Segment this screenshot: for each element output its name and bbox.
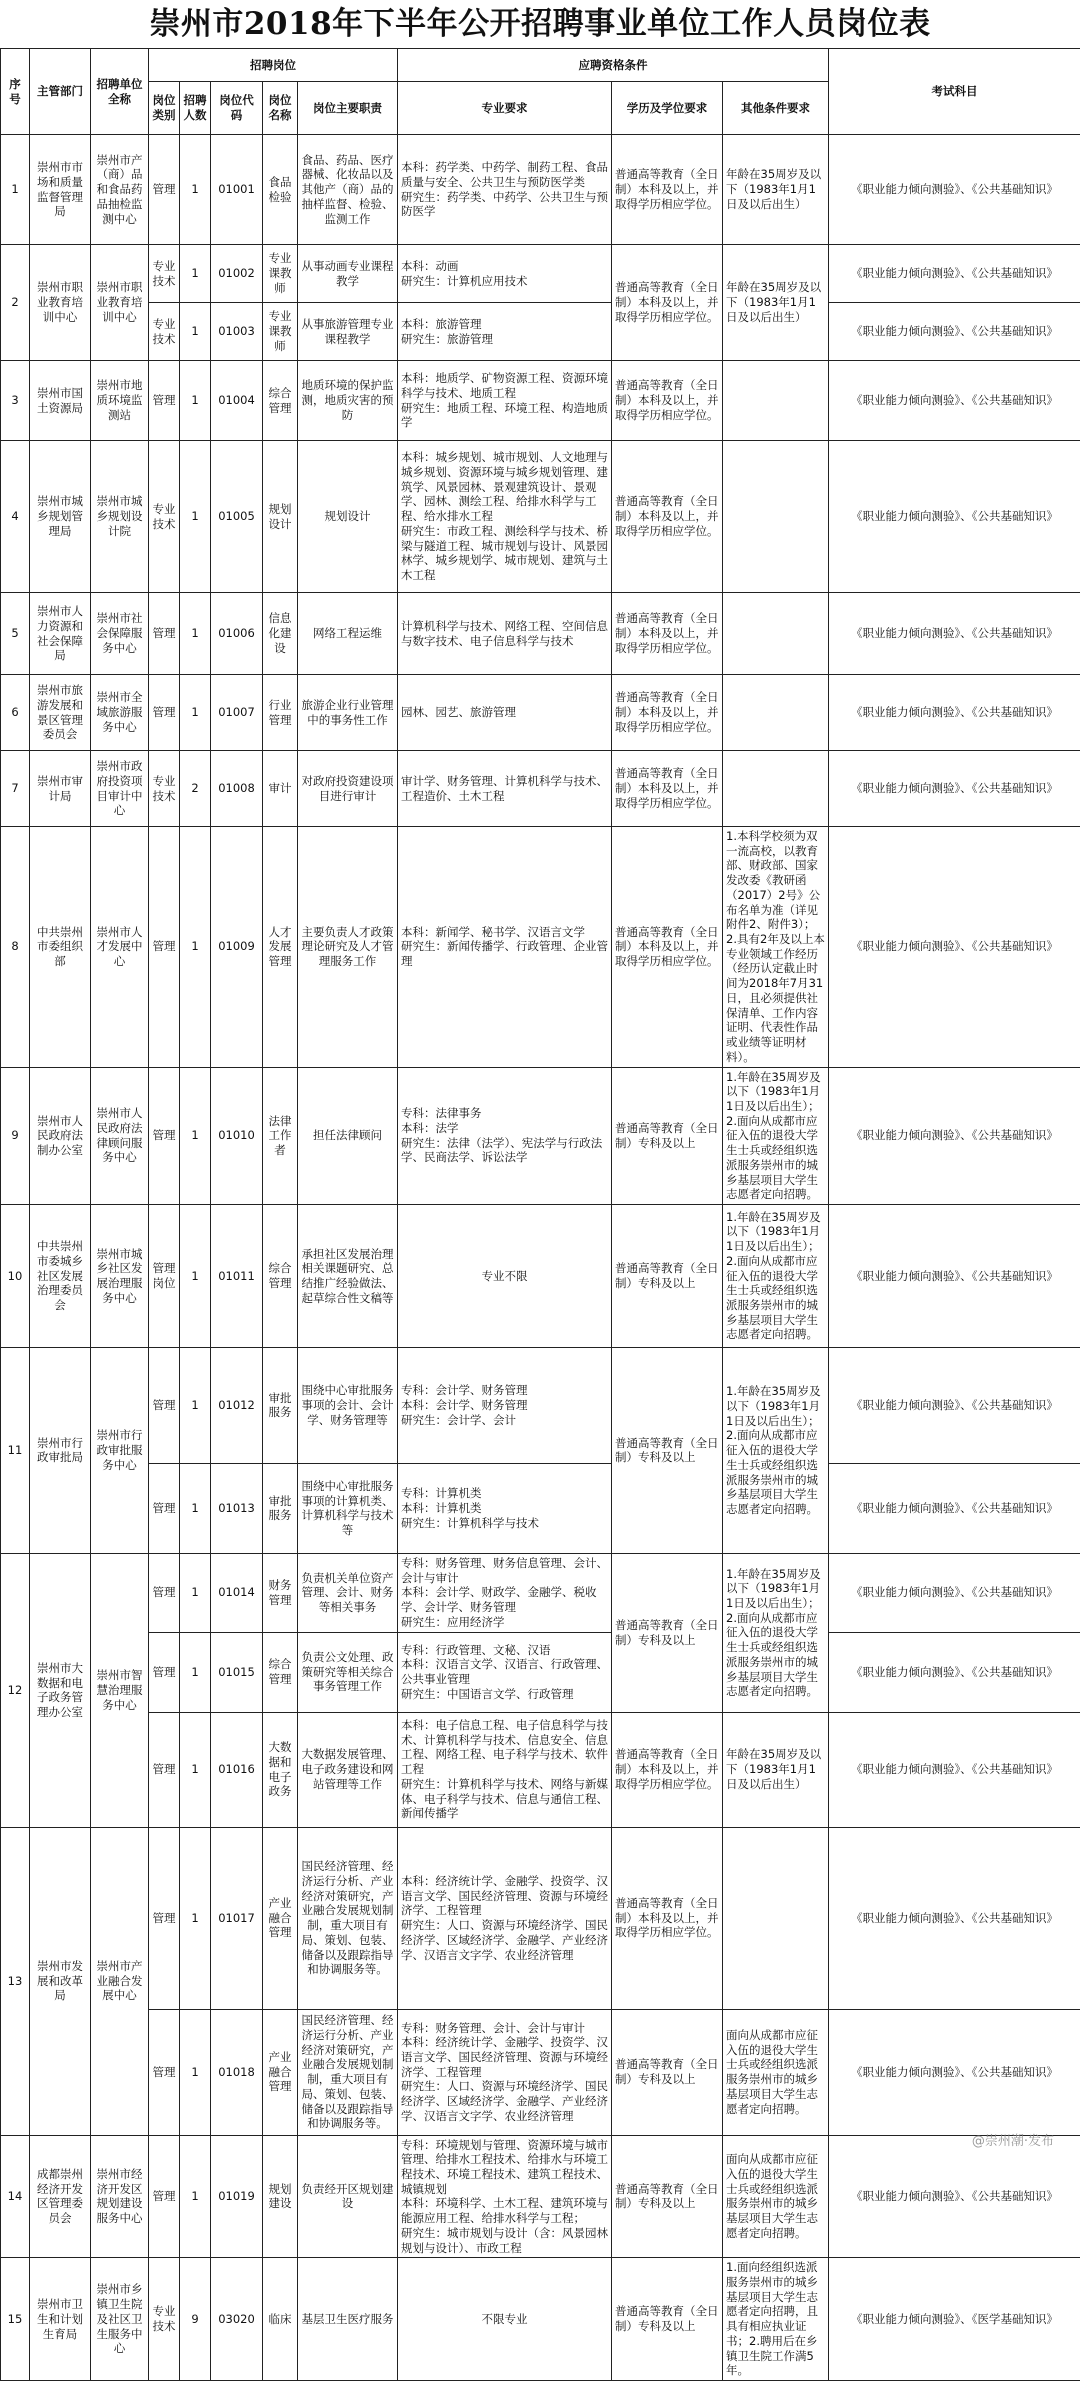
exam-cell: 《职业能力倾向测验》、《医学基础知识》 (829, 2258, 1080, 2381)
major-cell: 专科：财务管理、财务信息管理、会计、会计与审计 本科：会计学、财政学、金融学、税收学、会计学、财务管理 研究生：应用经济学 (398, 1553, 612, 1632)
edu-cell: 普通高等教育（全日制）本科及以上，并取得学历相应学位。 (612, 593, 723, 675)
count-cell: 1 (180, 2135, 211, 2258)
major-cell: 本科：地质学、矿物资源工程、资源环境科学与技术、地质工程 研究生：地质工程、环境工程、构造地质学 (398, 361, 612, 441)
unit-cell: 崇州市人民政府法律顾问服务中心 (91, 1067, 149, 1204)
edu-cell: 普通高等教育（全日制）专科及以上 (612, 1204, 723, 1347)
header-unit: 招聘单位全称 (91, 49, 149, 135)
category-cell: 专业技术 (149, 303, 180, 361)
code-cell: 01007 (211, 675, 263, 751)
exam-cell: 《职业能力倾向测验》、《公共基础知识》 (829, 1204, 1080, 1347)
exam-cell: 《职业能力倾向测验》、《公共基础知识》 (829, 1067, 1080, 1204)
seq-cell: 1 (1, 135, 30, 245)
edu-cell: 普通高等教育（全日制）专科及以上 (612, 2009, 723, 2135)
post-name-cell: 信息化建设 (263, 593, 298, 675)
other-cell: 1.年龄在35周岁及以下（1983年1月1日及以后出生）；2.面向从成都市应征入伍的退役大学生士兵或经组织选派服务崇州市的城乡基层项目大学生志愿者定向招聘。 (723, 1204, 829, 1347)
header-count: 招聘人数 (180, 82, 211, 135)
dept-cell: 崇州市旅游发展和景区管理委员会 (30, 675, 91, 751)
unit-cell: 崇州市乡镇卫生院及社区卫生服务中心 (91, 2258, 149, 2381)
duty-cell: 食品、药品、医疗器械、化妆品以及其他产（商）品的抽样监督、检验、监测工作 (298, 135, 398, 245)
category-cell: 专业技术 (149, 441, 180, 593)
count-cell: 1 (180, 1632, 211, 1712)
count-cell: 1 (180, 2009, 211, 2135)
exam-cell: 《职业能力倾向测验》、《公共基础知识》 (829, 441, 1080, 593)
post-name-cell: 规划建设 (263, 2135, 298, 2258)
dept-cell: 中共崇州市委城乡社区发展治理委员会 (30, 1204, 91, 1347)
dept-cell: 崇州市审计局 (30, 751, 91, 827)
unit-cell: 崇州市社会保障服务中心 (91, 593, 149, 675)
duty-cell: 负责机关单位资产管理、会计、财务等相关事务 (298, 1553, 398, 1632)
other-cell: 年龄在35周岁及以下（1983年1月1日及以后出生） (723, 1712, 829, 1827)
table-row (1, 1347, 1080, 1463)
count-cell: 1 (180, 675, 211, 751)
header-seq: 序号 (1, 49, 30, 135)
other-cell: 1.年龄在35周岁及以下（1983年1月1日及以后出生）；2.面向从成都市应征入伍的退役大学生士兵或经组织选派服务崇州市的城乡基层项目大学生志愿者定向招聘。 (723, 1347, 829, 1553)
table-body (1, 135, 1080, 2381)
table-row (1, 361, 1080, 441)
major-cell: 本科：新闻学、秘书学、汉语言文学 研究生：新闻传播学、行政管理、企业管理 (398, 827, 612, 1068)
dept-cell: 崇州市人民政府法制办公室 (30, 1067, 91, 1204)
table-header (1, 49, 1080, 135)
post-name-cell: 产业融合管理 (263, 1827, 298, 2009)
edu-cell: 普通高等教育（全日制）本科及以上，并取得学历相应学位。 (612, 827, 723, 1068)
exam-cell: 《职业能力倾向测验》、《公共基础知识》 (829, 1463, 1080, 1553)
count-cell: 1 (180, 1463, 211, 1553)
category-cell: 管理 (149, 1067, 180, 1204)
code-cell: 01013 (211, 1463, 263, 1553)
exam-cell: 《职业能力倾向测验》、《公共基础知识》 (829, 2135, 1080, 2258)
category-cell: 管理 (149, 2009, 180, 2135)
code-cell: 01002 (211, 245, 263, 303)
category-cell: 管理 (149, 1632, 180, 1712)
table-row (1, 1827, 1080, 2009)
seq-cell: 6 (1, 675, 30, 751)
seq-cell: 10 (1, 1204, 30, 1347)
dept-cell: 崇州市行政审批局 (30, 1347, 91, 1553)
duty-cell: 基层卫生医疗服务 (298, 2258, 398, 2381)
count-cell: 1 (180, 1347, 211, 1463)
code-cell: 03020 (211, 2258, 263, 2381)
dept-cell: 崇州市城乡规划管理局 (30, 441, 91, 593)
major-cell: 专科：计算机类 本科：计算机类 研究生：计算机科学与技术 (398, 1463, 612, 1553)
table-row (1, 1712, 1080, 1827)
post-name-cell: 综合管理 (263, 1632, 298, 1712)
count-cell: 1 (180, 1553, 211, 1632)
header-major: 专业要求 (398, 82, 612, 135)
post-name-cell: 产业融合管理 (263, 2009, 298, 2135)
category-cell: 管理 (149, 1712, 180, 1827)
post-name-cell: 综合管理 (263, 361, 298, 441)
table-row (1, 593, 1080, 675)
post-name-cell: 综合管理 (263, 1204, 298, 1347)
code-cell: 01019 (211, 2135, 263, 2258)
edu-cell: 普通高等教育（全日制）专科及以上 (612, 1347, 723, 1553)
table-row (1, 245, 1080, 303)
post-name-cell: 临床 (263, 2258, 298, 2381)
exam-cell: 《职业能力倾向测验》、《公共基础知识》 (829, 827, 1080, 1068)
major-cell: 本科：经济统计学、金融学、投资学、汉语言文学、国民经济管理、资源与环境经济学、工程管理 研究生：人口、资源与环境经济学、国民经济学、区域经济学、金融学、产业经济学、汉语言文字学、农业经济管理 (398, 1827, 612, 2009)
unit-cell: 崇州市产业融合发展中心 (91, 1827, 149, 2135)
seq-cell: 5 (1, 593, 30, 675)
duty-cell: 担任法律顾问 (298, 1067, 398, 1204)
post-name-cell: 规划设计 (263, 441, 298, 593)
table-row (1, 303, 1080, 361)
category-cell: 管理 (149, 593, 180, 675)
category-cell: 管理 (149, 361, 180, 441)
code-cell: 01008 (211, 751, 263, 827)
major-cell: 本科：旅游管理 研究生：旅游管理 (398, 303, 612, 361)
major-cell: 本科：电子信息工程、电子信息科学与技术、计算机科学与技术、信息安全、信息工程、网络工程、电子科学与技术、软件工程 研究生：计算机科学与技术、网络与新媒体、电子科学与技术、信息与通信工程、新闻传播学 (398, 1712, 612, 1827)
major-cell: 本科：城乡规划、城市规划、人文地理与城乡规划、资源环境与城乡规划管理、建筑学、风景园林、景观建筑设计、景观学、园林、测绘工程、给排水科学与工程、给水排水工程 研究生：市政工程、测绘科学与技术、桥梁与隧道工程、城市规划与设计、风景园林学、城乡规划学、城市规划、建筑与土木工程 (398, 441, 612, 593)
duty-cell: 网络工程运维 (298, 593, 398, 675)
duty-cell: 国民经济管理、经济运行分析、产业经济对策研究，产业融合发展规划制制，重大项目有局、策划、包装、储备以及跟踪指导和协调服务等。 (298, 1827, 398, 2009)
unit-cell: 崇州市智慧治理服务中心 (91, 1553, 149, 1827)
table-row (1, 751, 1080, 827)
code-cell: 01014 (211, 1553, 263, 1632)
seq-cell: 3 (1, 361, 30, 441)
major-cell: 专科：会计学、财务管理 本科：会计学、财务管理 研究生：会计学、会计 (398, 1347, 612, 1463)
header-duty: 岗位主要职责 (298, 82, 398, 135)
other-cell: 1.年龄在35周岁及以下（1983年1月1日及以后出生）； 2.面向从成都市应征入伍的退役大学生士兵或经组织选派服务崇州市的城乡基层项目大学生志愿者定向招聘。 (723, 1553, 829, 1712)
code-cell: 01018 (211, 2009, 263, 2135)
table-row (1, 135, 1080, 245)
exam-cell: 《职业能力倾向测验》、《公共基础知识》 (829, 1827, 1080, 2009)
exam-cell: 《职业能力倾向测验》、《公共基础知识》 (829, 1347, 1080, 1463)
header-exam: 考试科目 (829, 49, 1080, 135)
table-row (1, 675, 1080, 751)
seq-cell: 12 (1, 1553, 30, 1827)
unit-cell: 崇州市行政审批服务中心 (91, 1347, 149, 1553)
category-cell: 管理 (149, 1463, 180, 1553)
table-row (1, 1204, 1080, 1347)
dept-cell: 成都崇州经济开发区管理委员会 (30, 2135, 91, 2258)
duty-cell: 主要负责人才政策理论研究及人才管理服务工作 (298, 827, 398, 1068)
category-cell: 管理 (149, 135, 180, 245)
post-name-cell: 法律工作者 (263, 1067, 298, 1204)
count-cell: 1 (180, 441, 211, 593)
count-cell: 1 (180, 245, 211, 303)
count-cell: 9 (180, 2258, 211, 2381)
edu-cell: 普通高等教育（全日制）本科及以上，并取得学历相应学位。 (612, 245, 723, 361)
header-category: 岗位类别 (149, 82, 180, 135)
table-row (1, 1067, 1080, 1204)
count-cell: 1 (180, 593, 211, 675)
major-cell: 不限专业 (398, 2258, 612, 2381)
other-cell: 年龄在35周岁及以下（1983年1月1日及以后出生） (723, 135, 829, 245)
major-cell: 园林、园艺、旅游管理 (398, 675, 612, 751)
category-cell: 管理岗位 (149, 1204, 180, 1347)
duty-cell: 对政府投资建设项目进行审计 (298, 751, 398, 827)
seq-cell: 8 (1, 827, 30, 1068)
edu-cell: 普通高等教育（全日制）本科及以上，并取得学历相应学位。 (612, 441, 723, 593)
count-cell: 1 (180, 1712, 211, 1827)
job-table (0, 48, 1080, 2381)
post-name-cell: 大数据和电子政务 (263, 1712, 298, 1827)
header-edu: 学历及学位要求 (612, 82, 723, 135)
dept-cell: 中共崇州市委组织部 (30, 827, 91, 1068)
post-name-cell: 审计 (263, 751, 298, 827)
dept-cell: 崇州市市场和质量监督管理局 (30, 135, 91, 245)
other-cell: 1.本科学校须为双一流高校，以教育部、财政部、国家发改委《教研函（2017）2号》公布名单为准（详见附件2、附件3）； 2.具有2年及以上本专业领域工作经历（经历认定截止时间为2018年7月31日，且必须提供社保清单、工作内容证明、代表性作品或业绩等证明材料）。 (723, 827, 829, 1068)
other-cell: 年龄在35周岁及以下（1983年1月1日及以后出生） (723, 245, 829, 361)
dept-cell: 崇州市大数据和电子政务管理办公室 (30, 1553, 91, 1827)
major-cell: 审计学、财务管理、计算机科学与技术、工程造价、土木工程 (398, 751, 612, 827)
major-cell: 专科：法律事务 本科：法学 研究生：法律（法学）、宪法学与行政法学、民商法学、诉讼法学 (398, 1067, 612, 1204)
major-cell: 专科：财务管理、会计、会计与审计 本科：经济统计学、金融学、投资学、汉语言文学、国民经济管理、资源与环境经济学、工程管理 研究生：人口、资源与环境经济学、国民经济学、区域经济学、金融学、产业经济学、汉语言文字学、农业经济管理 (398, 2009, 612, 2135)
post-name-cell: 审批服务 (263, 1347, 298, 1463)
unit-cell: 崇州市地质环境监测站 (91, 361, 149, 441)
seq-cell: 4 (1, 441, 30, 593)
table-row (1, 827, 1080, 1068)
major-cell: 本科：动画 研究生：计算机应用技术 (398, 245, 612, 303)
major-cell: 计算机科学与技术、网络工程、空间信息与数字技术、电子信息科学与技术 (398, 593, 612, 675)
other-cell: 1.面向经组织选派服务崇州市的城乡基层项目大学生志愿者定向招聘，且具有相应执业证书；2.聘用后在乡镇卫生院工作满5年。 (723, 2258, 829, 2381)
header-post-group: 招聘岗位 (149, 49, 398, 82)
exam-cell: 《职业能力倾向测验》、《公共基础知识》 (829, 2009, 1080, 2135)
duty-cell: 承担社区发展治理相关课题研究、总结推广经验做法、起草综合性文稿等 (298, 1204, 398, 1347)
seq-cell: 11 (1, 1347, 30, 1553)
duty-cell: 从事动画专业课程教学 (298, 245, 398, 303)
count-cell: 1 (180, 1827, 211, 2009)
seq-cell: 14 (1, 2135, 30, 2258)
other-cell (723, 361, 829, 441)
dept-cell: 崇州市职业教育培训中心 (30, 245, 91, 361)
edu-cell: 普通高等教育（全日制）本科及以上，并取得学历相应学位。 (612, 361, 723, 441)
duty-cell: 大数据发展管理、电子政务建设和网站管理等工作 (298, 1712, 398, 1827)
count-cell: 1 (180, 1067, 211, 1204)
code-cell: 01015 (211, 1632, 263, 1712)
code-cell: 01016 (211, 1712, 263, 1827)
header-other: 其他条件要求 (723, 82, 829, 135)
duty-cell: 从事旅游管理专业课程教学 (298, 303, 398, 361)
unit-cell: 崇州市人才发展中心 (91, 827, 149, 1068)
code-cell: 01004 (211, 361, 263, 441)
edu-cell: 普通高等教育（全日制）专科及以上 (612, 2135, 723, 2258)
code-cell: 01010 (211, 1067, 263, 1204)
other-cell: 面向从成都市应征入伍的退役大学生士兵或经组织选派服务崇州市的城乡基层项目大学生志愿者定向招聘。 (723, 2009, 829, 2135)
unit-cell: 崇州市产（商）品和食品药品抽检监测中心 (91, 135, 149, 245)
other-cell: 1.年龄在35周岁及以下（1983年1月1日及以后出生）；2.面向从成都市应征入伍的退役大学生士兵或经组织选派服务崇州市的城乡基层项目大学生志愿者定向招聘。 (723, 1067, 829, 1204)
code-cell: 01017 (211, 1827, 263, 2009)
count-cell: 1 (180, 303, 211, 361)
category-cell: 专业技术 (149, 751, 180, 827)
header-dept: 主管部门 (30, 49, 91, 135)
exam-cell: 《职业能力倾向测验》、《公共基础知识》 (829, 675, 1080, 751)
dept-cell: 崇州市国土资源局 (30, 361, 91, 441)
post-name-cell: 人才发展管理 (263, 827, 298, 1068)
major-cell: 专科：行政管理、文秘、汉语 本科：汉语言文学、汉语言、行政管理、公共事业管理 研究生：中国语言文学、行政管理 (398, 1632, 612, 1712)
edu-cell: 普通高等教育（全日制）专科及以上 (612, 2258, 723, 2381)
code-cell: 01003 (211, 303, 263, 361)
duty-cell: 国民经济管理、经济运行分析、产业经济对策研究，产业融合发展规划制制，重大项目有局、策划、包装、储备以及跟踪指导和协调服务等。 (298, 2009, 398, 2135)
edu-cell: 普通高等教育（全日制）专科及以上 (612, 1067, 723, 1204)
post-name-cell: 行业管理 (263, 675, 298, 751)
header-qual-group: 应聘资格条件 (398, 49, 829, 82)
watermark-text: @崇州潮·发布 (972, 2130, 1054, 2149)
table-row (1, 2135, 1080, 2258)
header-code: 岗位代码 (211, 82, 263, 135)
seq-cell: 2 (1, 245, 30, 361)
code-cell: 01006 (211, 593, 263, 675)
table-row (1, 441, 1080, 593)
edu-cell: 普通高等教育（全日制）本科及以上，并取得学历相应学位。 (612, 1712, 723, 1827)
exam-cell: 《职业能力倾向测验》、《公共基础知识》 (829, 1632, 1080, 1712)
other-cell (723, 675, 829, 751)
major-cell: 本科：药学类、中药学、制药工程、食品质量与安全、公共卫生与预防医学类 研究生：药学类、中药学、公共卫生与预防医学 (398, 135, 612, 245)
category-cell: 管理 (149, 675, 180, 751)
unit-cell: 崇州市政府投资项目审计中心 (91, 751, 149, 827)
code-cell: 01011 (211, 1204, 263, 1347)
duty-cell: 规划设计 (298, 441, 398, 593)
category-cell: 管理 (149, 2135, 180, 2258)
code-cell: 01012 (211, 1347, 263, 1463)
page-title: 崇州市2018年下半年公开招聘事业单位工作人员岗位表 (0, 0, 1080, 48)
seq-cell: 15 (1, 2258, 30, 2381)
category-cell: 管理 (149, 1553, 180, 1632)
category-cell: 专业技术 (149, 245, 180, 303)
edu-cell: 普通高等教育（全日制）本科及以上，并取得学历相应学位。 (612, 751, 723, 827)
dept-cell: 崇州市发展和改革局 (30, 1827, 91, 2135)
unit-cell: 崇州市职业教育培训中心 (91, 245, 149, 361)
table-row (1, 1463, 1080, 1553)
category-cell: 专业技术 (149, 2258, 180, 2381)
exam-cell: 《职业能力倾向测验》、《公共基础知识》 (829, 135, 1080, 245)
exam-cell: 《职业能力倾向测验》、《公共基础知识》 (829, 751, 1080, 827)
duty-cell: 地质环境的保护监测，地质灾害的预防 (298, 361, 398, 441)
other-cell (723, 1827, 829, 2009)
seq-cell: 7 (1, 751, 30, 827)
post-name-cell: 审批服务 (263, 1463, 298, 1553)
exam-cell: 《职业能力倾向测验》、《公共基础知识》 (829, 1712, 1080, 1827)
dept-cell: 崇州市卫生和计划生育局 (30, 2258, 91, 2381)
category-cell: 管理 (149, 1827, 180, 2009)
count-cell: 1 (180, 361, 211, 441)
header-name: 岗位名称 (263, 82, 298, 135)
unit-cell: 崇州市城乡规划设计院 (91, 441, 149, 593)
unit-cell: 崇州市全域旅游服务中心 (91, 675, 149, 751)
count-cell: 1 (180, 135, 211, 245)
category-cell: 管理 (149, 827, 180, 1068)
table-row (1, 2258, 1080, 2381)
exam-cell: 《职业能力倾向测验》、《公共基础知识》 (829, 303, 1080, 361)
other-cell (723, 441, 829, 593)
duty-cell: 围绕中心审批服务事项的会计、会计学、财务管理等 (298, 1347, 398, 1463)
category-cell: 管理 (149, 1347, 180, 1463)
code-cell: 01001 (211, 135, 263, 245)
duty-cell: 负责经开区规划建设 (298, 2135, 398, 2258)
table-row (1, 2009, 1080, 2135)
count-cell: 2 (180, 751, 211, 827)
duty-cell: 负责公文处理、政策研究等相关综合事务管理工作 (298, 1632, 398, 1712)
other-cell (723, 593, 829, 675)
code-cell: 01009 (211, 827, 263, 1068)
duty-cell: 旅游企业行业管理中的事务性工作 (298, 675, 398, 751)
seq-cell: 9 (1, 1067, 30, 1204)
code-cell: 01005 (211, 441, 263, 593)
exam-cell: 《职业能力倾向测验》、《公共基础知识》 (829, 361, 1080, 441)
edu-cell: 普通高等教育（全日制）专科及以上 (612, 1553, 723, 1712)
major-cell: 专业不限 (398, 1204, 612, 1347)
edu-cell: 普通高等教育（全日制）本科及以上，并取得学历相应学位。 (612, 675, 723, 751)
table-row (1, 1632, 1080, 1712)
major-cell: 专科：环境规划与管理、资源环境与城市管理、给排水工程技术、给排水与环境工程技术、环境工程技术、建筑工程技术、城镇规划 本科：环境科学、土木工程、建筑环境与能源应用工程、给排水科学与工程； 研究生：城市规划与设计（含：风景园林规划与设计）、市政工程 (398, 2135, 612, 2258)
unit-cell: 崇州市城乡社区发展治理服务中心 (91, 1204, 149, 1347)
other-cell: 面向从成都市应征入伍的退役大学生士兵或经组织选派服务崇州市的城乡基层项目大学生志愿者定向招聘。 (723, 2135, 829, 2258)
edu-cell: 普通高等教育（全日制）本科及以上，并取得学历相应学位。 (612, 1827, 723, 2009)
seq-cell: 13 (1, 1827, 30, 2135)
count-cell: 1 (180, 1204, 211, 1347)
exam-cell: 《职业能力倾向测验》、《公共基础知识》 (829, 245, 1080, 303)
exam-cell: 《职业能力倾向测验》、《公共基础知识》 (829, 593, 1080, 675)
count-cell: 1 (180, 827, 211, 1068)
unit-cell: 崇州市经济开发区规划建设服务中心 (91, 2135, 149, 2258)
post-name-cell: 财务管理 (263, 1553, 298, 1632)
post-name-cell: 专业课教师 (263, 303, 298, 361)
edu-cell: 普通高等教育（全日制）本科及以上，并取得学历相应学位。 (612, 135, 723, 245)
post-name-cell: 食品检验 (263, 135, 298, 245)
duty-cell: 围绕中心审批服务事项的计算机类、计算机科学与技术等 (298, 1463, 398, 1553)
dept-cell: 崇州市人力资源和社会保障局 (30, 593, 91, 675)
other-cell (723, 751, 829, 827)
table-row (1, 1553, 1080, 1632)
post-name-cell: 专业课教师 (263, 245, 298, 303)
exam-cell: 《职业能力倾向测验》、《公共基础知识》 (829, 1553, 1080, 1632)
